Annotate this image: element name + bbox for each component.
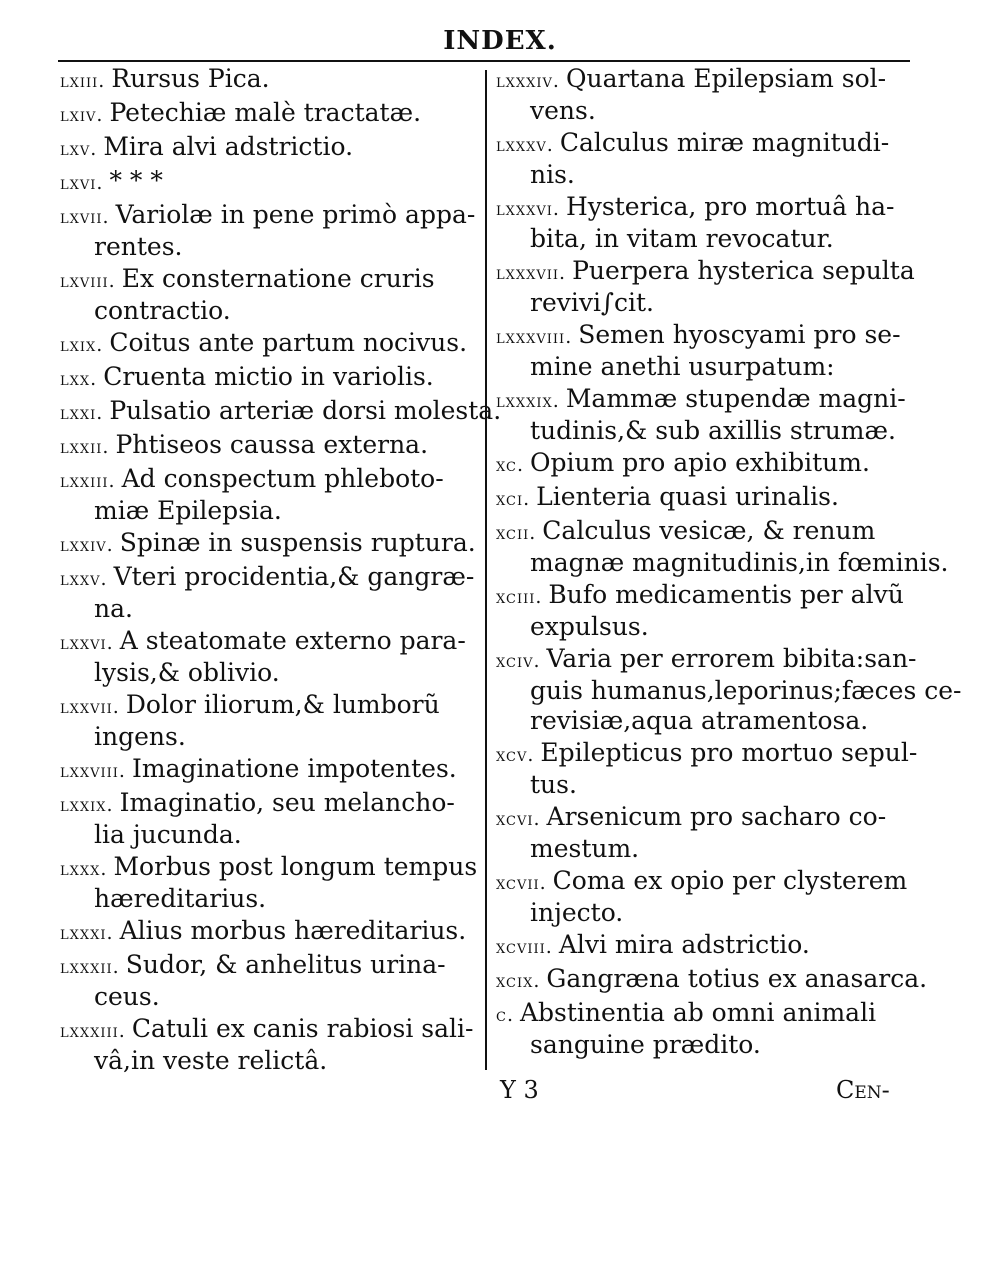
index-entry-first-line: [60, 754, 480, 786]
left-index-column: [60, 62, 502, 1078]
entry-continuation: na.: [94, 594, 133, 623]
index-entry-first-line: [60, 132, 480, 164]
entry-number: xcix.: [496, 970, 541, 992]
right-index-column: [496, 62, 962, 1062]
index-entry-first-line: [60, 788, 480, 820]
entry-continuation: sanguine prædito.: [530, 1030, 761, 1059]
entry-number: c.: [496, 1004, 514, 1026]
index-entry: [60, 690, 480, 752]
entry-text: Morbus post longum tempus: [113, 852, 478, 881]
entry-number: lxxvii.: [60, 696, 120, 718]
index-entry: [496, 192, 914, 254]
entry-number: xcviii.: [496, 936, 553, 958]
index-entry: [60, 562, 480, 624]
index-entry: [60, 1014, 480, 1076]
index-entry: [60, 328, 480, 360]
entry-number: lxxxviii.: [496, 326, 573, 348]
entry-text: Arsenicum pro sacharo co-: [546, 802, 887, 831]
entry-number: lxxii.: [60, 436, 110, 458]
entry-text: Petechiæ malè tractatæ.: [109, 98, 422, 127]
entry-continuation: hæreditarius.: [94, 884, 267, 913]
index-entry: [60, 528, 480, 560]
entry-text: A steatomate externo para-: [119, 626, 466, 655]
index-entry: [60, 64, 480, 96]
entry-number: xciv.: [496, 650, 541, 672]
entry-number: lxxxix.: [496, 390, 560, 412]
index-entry: [60, 852, 480, 914]
index-entry: [496, 644, 962, 736]
entry-text: Calculus miræ magnitudi-: [559, 128, 890, 157]
index-entry-first-line: [496, 320, 914, 352]
entry-continuation: rentes.: [94, 232, 183, 261]
index-entry: [496, 866, 914, 928]
entry-continuation: lia jucunda.: [94, 820, 242, 849]
entry-number: lxiv.: [60, 104, 104, 126]
entry-number: lxxx.: [60, 858, 108, 880]
entry-number: lxix.: [60, 334, 104, 356]
entry-number: xcvi.: [496, 808, 541, 830]
entry-text: Dolor iliorum,& lumborũ: [125, 690, 440, 719]
entry-text: Coitus ante partum nocivus.: [109, 328, 468, 357]
index-entry-first-line: [496, 448, 914, 480]
entry-number: lxx.: [60, 368, 98, 390]
entry-text: Hysterica, pro mortuâ ha-: [565, 192, 895, 221]
entry-number: lxxxvi.: [496, 198, 560, 220]
index-entry: [496, 384, 914, 446]
entry-text: Gangræna totius ex anasarca.: [546, 964, 928, 993]
index-entry: [496, 516, 949, 578]
entry-text: Ex consternatione cruris: [121, 264, 435, 293]
entry-continuation: guis humanus,leporinus;fæces ce-: [530, 676, 962, 705]
index-entry: [496, 256, 914, 318]
index-entry-first-line: [60, 200, 480, 232]
entry-number: xc.: [496, 454, 525, 476]
index-entry: [496, 738, 918, 800]
entry-number: lxxxv.: [496, 134, 554, 156]
entry-text: Mammæ stupendæ magni-: [565, 384, 906, 413]
index-entry-first-line: [60, 852, 480, 884]
index-entry: [496, 448, 914, 480]
entry-continuation: injecto.: [530, 898, 624, 927]
index-entry-first-line: [496, 192, 914, 224]
entry-number: lxvi.: [60, 172, 104, 194]
entry-continuation: tus.: [530, 770, 577, 799]
entry-number: lxxiv.: [60, 534, 114, 556]
entry-text: Pulsatio arteriæ dorsi molesta.: [109, 396, 502, 425]
entry-number: lxvii.: [60, 206, 110, 228]
index-entry: [496, 580, 914, 642]
index-entry: [60, 626, 480, 688]
entry-text: Imaginatio, seu melancho-: [119, 788, 455, 817]
entry-continuation: lysis,& oblivio.: [94, 658, 280, 687]
index-entry-first-line: [496, 482, 914, 514]
entry-text: Puerpera hysterica sepulta: [572, 256, 915, 285]
index-entry: [496, 320, 914, 382]
entry-text: Alius morbus hæreditarius.: [119, 916, 467, 945]
entry-text: Imaginatione impotentes.: [131, 754, 457, 783]
entry-text: Calculus vesicæ, & renum: [542, 516, 876, 545]
index-entry-first-line: [496, 256, 914, 288]
index-entry: [60, 362, 480, 394]
index-entry-first-line: [60, 264, 480, 296]
index-entry: [60, 166, 480, 198]
entry-text: * * *: [109, 166, 163, 195]
index-entry: [496, 930, 914, 962]
entry-number: xci.: [496, 488, 531, 510]
index-entry: [60, 430, 480, 462]
index-entry-first-line: [496, 738, 918, 770]
entry-text: Opium pro apio exhibitum.: [530, 448, 870, 477]
index-entry-first-line: [60, 430, 480, 462]
index-entry: [60, 132, 480, 164]
entry-number: lxxxiii.: [60, 1020, 126, 1042]
index-entry-first-line: [496, 802, 914, 834]
entry-text: Cruenta mictio in variolis.: [103, 362, 434, 391]
entry-text: Rursus Pica.: [111, 64, 270, 93]
entry-number: xcv.: [496, 744, 535, 766]
entry-number: xciii.: [496, 586, 543, 608]
index-entry-first-line: [496, 64, 914, 96]
entry-continuation: tudinis,& sub axillis strumæ.: [530, 416, 896, 445]
entry-continuation: revisiæ,aqua atramentosa.: [530, 706, 869, 735]
index-entry-first-line: [496, 964, 928, 996]
index-entry-first-line: [60, 362, 480, 394]
entry-continuation: nis.: [530, 160, 575, 189]
entry-text: Variolæ in pene primò appa-: [115, 200, 476, 229]
index-entry-first-line: [496, 998, 914, 1030]
index-entry-first-line: [60, 166, 480, 198]
index-entry-first-line: [60, 916, 480, 948]
entry-number: lxxv.: [60, 568, 108, 590]
index-entry-first-line: [60, 464, 480, 496]
index-entry: [60, 950, 480, 1012]
entry-text: Ad conspectum phleboto-: [121, 464, 444, 493]
index-entry: [496, 998, 914, 1060]
entry-text: Semen hyoscyami pro se-: [578, 320, 901, 349]
entry-number: lxxiii.: [60, 470, 116, 492]
entry-number: lxv.: [60, 138, 98, 160]
entry-number: lxviii.: [60, 270, 116, 292]
index-entry: [60, 916, 480, 948]
entry-continuation: ingens.: [94, 722, 186, 751]
page-header: INDEX.: [443, 26, 557, 56]
entry-number: lxxvi.: [60, 632, 114, 654]
entry-number: lxxxvii.: [496, 262, 567, 284]
index-entry: [496, 64, 914, 126]
entry-text: Sudor, & anhelitus urina-: [125, 950, 446, 979]
entry-text: Coma ex opio per clysterem: [552, 866, 908, 895]
entry-text: Abstinentia ab omni animali: [520, 998, 877, 1027]
index-entry-first-line: [60, 98, 480, 130]
index-entry: [60, 754, 480, 786]
index-entry-first-line: [60, 1014, 480, 1046]
entry-text: Lienteria quasi urinalis.: [536, 482, 839, 511]
index-entry-first-line: [496, 384, 914, 416]
index-entry-first-line: [496, 128, 914, 160]
entry-continuation: revivi∫cit.: [530, 288, 654, 317]
catchword: Cen-: [836, 1076, 890, 1104]
index-entry: [496, 128, 914, 190]
entry-number: lxxviii.: [60, 760, 126, 782]
entry-continuation: ceus.: [94, 982, 160, 1011]
index-entry: [60, 464, 480, 526]
entry-text: Varia per errorem bibita:san-: [546, 644, 917, 673]
entry-number: lxxi.: [60, 402, 104, 424]
index-entry: [60, 264, 480, 326]
entry-continuation: mestum.: [530, 834, 640, 863]
index-entry: [60, 98, 480, 130]
entry-number: lxxxiv.: [496, 70, 560, 92]
index-entry-first-line: [496, 580, 914, 612]
entry-continuation: bita, in vitam revocatur.: [530, 224, 834, 253]
entry-text: Catuli ex canis rabiosi sali-: [131, 1014, 474, 1043]
index-entry: [496, 482, 914, 514]
entry-text: Mira alvi adstrictio.: [103, 132, 354, 161]
index-entry-first-line: [60, 950, 480, 982]
entry-number: lxxxi.: [60, 922, 114, 944]
index-entry-first-line: [496, 930, 914, 962]
entry-text: Vteri procidentia,& gangræ-: [113, 562, 475, 591]
index-entry: [496, 802, 914, 864]
entry-text: Phtiseos caussa externa.: [115, 430, 429, 459]
entry-text: Bufo medicamentis per alvũ: [548, 580, 904, 609]
column-divider: [485, 70, 487, 1070]
entry-continuation: expulsus.: [530, 612, 649, 641]
entry-number: lxxxii.: [60, 956, 120, 978]
page-footer: [0, 1076, 1000, 1116]
index-entry-first-line: [496, 516, 914, 548]
index-entry-first-line: [60, 528, 480, 560]
index-entry: [60, 200, 480, 262]
entry-continuation: magnæ magnitudinis,in fœminis.: [530, 548, 949, 577]
entry-continuation: vens.: [530, 96, 596, 125]
index-entry-first-line: [60, 690, 480, 722]
signature-mark: Y 3: [500, 1076, 539, 1104]
entry-text: Alvi mira adstrictio.: [558, 930, 810, 959]
entry-continuation: contractio.: [94, 296, 231, 325]
entry-continuation: vâ,in veste relictâ.: [94, 1046, 328, 1075]
entry-number: lxxix.: [60, 794, 114, 816]
entry-text: Quartana Epilepsiam sol-: [565, 64, 887, 93]
index-entry: [60, 396, 502, 428]
entry-continuation: mine anethi usurpatum:: [530, 352, 835, 381]
index-entry-first-line: [496, 866, 914, 898]
index-entry-first-line: [60, 396, 502, 428]
index-entry-first-line: [60, 64, 480, 96]
entry-number: xcvii.: [496, 872, 547, 894]
index-entry-first-line: [60, 626, 480, 658]
entry-number: xcii.: [496, 522, 537, 544]
entry-text: Epilepticus pro mortuo sepul-: [540, 738, 918, 767]
entry-text: Spinæ in suspensis ruptura.: [119, 528, 476, 557]
index-entry-first-line: [60, 328, 480, 360]
entry-continuation: miæ Epilepsia.: [94, 496, 282, 525]
index-entry: [60, 788, 480, 850]
index-entry-first-line: [60, 562, 480, 594]
index-entry-first-line: [496, 644, 917, 676]
index-entry: [496, 964, 928, 996]
entry-number: lxiii.: [60, 70, 106, 92]
